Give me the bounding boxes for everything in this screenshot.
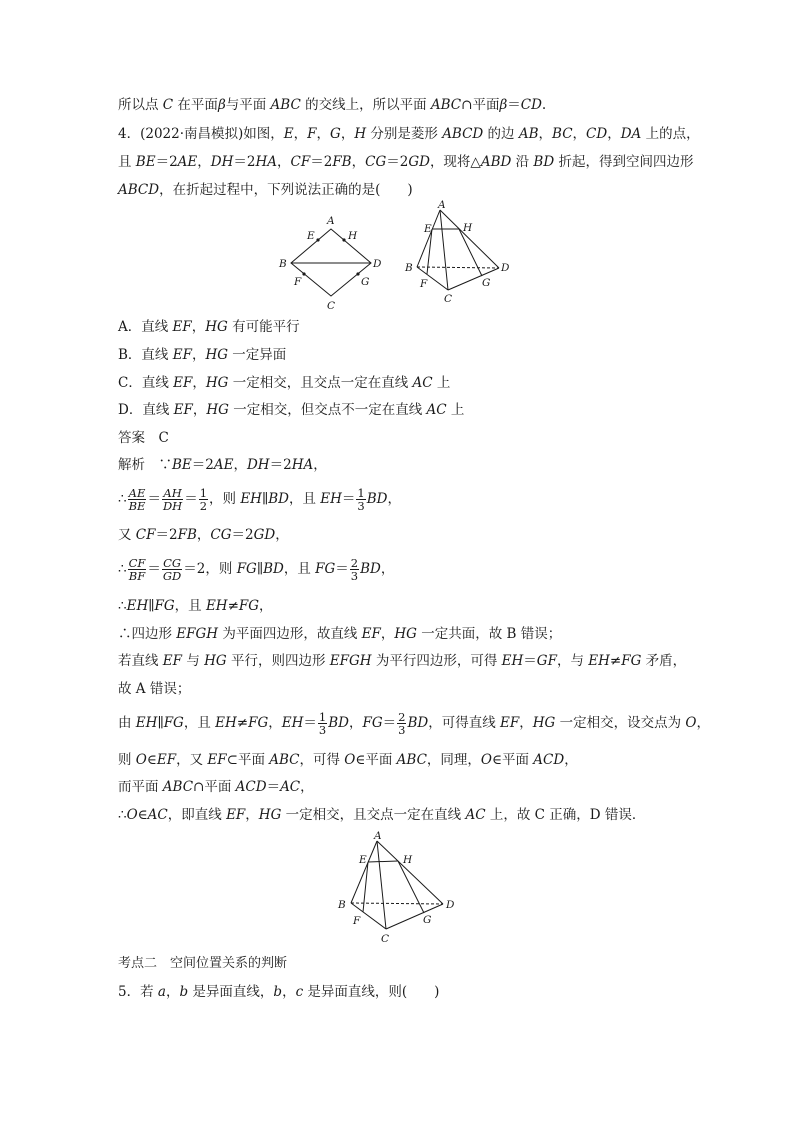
text: C．直线 [118,375,174,391]
var: EF [173,375,193,391]
var: HG [205,375,229,391]
question-4-line-1 [118,125,700,143]
solution-line-3: 又 CF＝2FB，CG＝2GD， [118,527,289,543]
answer-value: C [158,430,169,446]
label-c: C [327,300,336,312]
text: ＝2 [155,154,178,170]
var: DA [620,126,642,142]
text: 上 [432,375,451,391]
var: HG [205,347,229,363]
label-e: E [359,854,367,866]
question-4-line-3 [118,181,413,199]
solution-line-9: 由 EH∥FG，且 EH≠FG，EH＝ $\frac{1}{3}$ BD，FG＝ $\frac{2}{3}$ BD，可得直线 EF，HG 一定相交，设交点为 O， [118,710,710,737]
label-c: C [444,293,453,305]
text: ，在折起过程中，下列说法正确的是( ) [159,182,413,198]
var: HA [291,457,314,473]
var: AC [426,402,447,418]
var: EF [172,347,192,363]
point-f [302,272,305,275]
label-d: D [501,262,510,274]
answer-line [118,429,169,447]
text: 与平面 [225,97,271,113]
text: ＝2 [269,457,292,473]
solution-line-7: 若直线 EF 与 HG 平行，则四边形 EFGH 为平行四边形，可得 EH＝GF，与 EH≠FG 矛盾， [118,653,687,669]
var: G [330,126,341,142]
label-d: D [446,899,455,911]
option-b [118,346,286,364]
text: 折起，得到空间四边形 [554,154,694,170]
label-e: E [307,230,315,242]
fraction: $\frac{AE}{BE}$ [128,486,146,513]
label-e: E [424,223,432,235]
solution-line-8: 故 A 错误； [118,681,191,697]
var: AE [213,457,234,473]
segment-hg [459,229,482,276]
question-4-line-2 [118,153,693,171]
tetrahedron-figure-2 [335,830,465,948]
var: C [162,97,174,113]
text: 上 [446,402,465,418]
var: BD [533,154,555,170]
text: 一定相交，但交点不一定在直线 [228,402,427,418]
text: ， [316,126,331,142]
text: 沿 [511,154,534,170]
label-f: F [353,915,361,927]
edge-cd [448,268,499,290]
text: ∩平面 [461,97,500,113]
text: ＝2 [191,457,214,473]
text: ∴ [118,491,127,507]
label-g: G [482,277,491,289]
text: ， [197,154,211,170]
text: D．直线 [118,402,174,418]
point-e [316,238,319,241]
fraction: $\frac{2}{3}$ [350,556,359,583]
label-b: B [405,262,413,274]
var: EF [173,402,193,418]
var: CG [365,154,387,170]
var: H [354,126,367,142]
text: 4．(2022·南昌模拟)如图， [118,126,284,142]
var: β [499,97,508,113]
edge-ac [377,841,386,929]
fraction: $\frac{2}{3}$ [398,710,406,737]
segment-hg [398,861,424,913]
label-f: F [420,278,428,290]
edge-bd-hidden [351,903,443,904]
var: CD [586,126,608,142]
var: ABC [270,97,301,113]
var: E [283,126,294,142]
text: 所以点 [118,97,163,113]
var: BC [552,126,573,142]
fraction: $\frac{1}{2}$ [199,486,208,513]
label-h: H [403,854,413,866]
edge-cd [386,904,443,929]
option-c [118,374,450,392]
text: 的交线上，所以平面 [300,97,431,113]
label-b: B [338,899,346,911]
text: 且 [118,154,136,170]
var: β [217,97,226,113]
text: . [541,97,547,113]
text: ＝2 [310,154,333,170]
var: BE [172,457,192,473]
solution-line-5: ∴EH∥FG，且 EH≠FG， [118,598,273,614]
label-g: G [423,914,432,926]
text: ， [293,126,308,142]
edge-ad [440,210,499,268]
text: ， [277,154,291,170]
text: ， [351,154,366,170]
point-g [356,272,359,275]
question-5: 5．若 a，b 是异面直线，b，c 是异面直线，则( ) [118,984,440,1000]
solution-line-11: 而平面 ABC∩平面 ACD＝AC， [118,779,314,795]
text: 的边 [483,126,519,142]
label-a: A [438,199,446,211]
text: A．直线 [118,319,173,335]
solution-line-2: ∴ $\frac{AE}{BE}$ ＝ $\frac{AH}{DH}$ ＝ $\frac{1}{2}$ ，则 EH∥BD，且 EH＝ $\frac{1}{3}$ BD， [118,486,401,513]
text: 上的点， [641,126,700,142]
text: B．直线 [118,347,173,363]
var: BE [135,154,156,170]
tetrahedron-figure-1 [400,200,520,310]
var: AC [412,375,433,391]
label-h: H [348,230,358,242]
text: 有可能平行 [227,319,300,335]
solution-line-1 [118,456,327,474]
segment-eh [368,861,398,862]
fraction: $\frac{CG}{GD}$ [162,556,182,583]
text: ＝2 [233,154,256,170]
text: ， [233,457,247,473]
point-h [342,238,345,241]
var: HG [205,319,228,335]
text-line-1 [118,96,546,114]
edge-ab [351,841,377,903]
option-a [118,318,300,336]
var: ABCD [442,126,484,142]
var: CF [290,154,311,170]
var: DH [246,457,270,473]
var: F [307,126,317,142]
text: 一定异面 [228,347,287,363]
text: 解析 ∵ [118,457,172,473]
text: 一定相交，且交点一定在直线 [228,375,413,391]
fraction: $\frac{AH}{DH}$ [162,486,183,513]
edge-bd-hidden [417,267,499,268]
answer-label: 答案 [118,430,145,446]
text: ， [191,347,206,363]
var: HG [206,402,229,418]
label-a: A [327,215,335,227]
edge-ad [377,841,443,904]
text: ， [572,126,587,142]
var: EF [172,319,192,335]
section-heading: 考点二 空间位置关系的判断 [118,956,288,971]
var: ABCD [118,182,160,198]
label-a: A [374,830,382,842]
fraction: $\frac{CF}{BF}$ [128,556,146,583]
var: CD [520,97,542,113]
solution-line-6: ∴四边形 EFGH 为平面四边形，故直线 EF，HG 一定共面，故 B 错误； [118,626,562,642]
text: ＝2 [386,154,409,170]
var: FB [332,154,352,170]
var: ABC [430,97,462,113]
label-h: H [463,222,473,234]
text: 在平面 [173,97,218,113]
text: ， [192,375,206,391]
label-g: G [361,276,370,288]
text: ， [192,402,207,418]
text: ， [538,126,553,142]
label-f: F [294,276,302,288]
option-d [118,401,464,419]
var: ABD [480,154,512,170]
solution-line-10: 则 O∈EF，又 EF⊂平面 ABC，可得 O∈平面 ABC，同理，O∈平面 ACD， [118,752,578,768]
text: ＝ [507,97,521,113]
var: GD [408,154,430,170]
var: AE [177,154,198,170]
text: ， [340,126,355,142]
label-d: D [373,258,382,270]
var: HA [255,154,278,170]
solution-line-4: ∴ $\frac{CF}{BF}$ ＝ $\frac{CG}{GD}$ ＝2，则 FG∥BD，且 FG＝ $\frac{2}{3}$ BD， [118,556,395,583]
rhombus-figure [275,212,395,312]
fraction: $\frac{1}{3}$ [318,710,327,737]
text: 分别是菱形 [366,126,443,142]
text: ，现将△ [429,154,481,170]
solution-line-12: ∴O∈AC，即直线 EF，HG 一定相交，且交点一定在直线 AC 上，故 C 正确，D 错误． [118,807,646,823]
edge-ac [440,210,448,290]
text: ， [313,457,327,473]
text: ， [607,126,621,142]
var: AB [518,126,539,142]
var: DH [210,154,234,170]
text: ， [191,319,206,335]
label-b: B [279,258,287,270]
fraction: $\frac{1}{3}$ [357,486,365,513]
label-c: C [381,933,390,945]
